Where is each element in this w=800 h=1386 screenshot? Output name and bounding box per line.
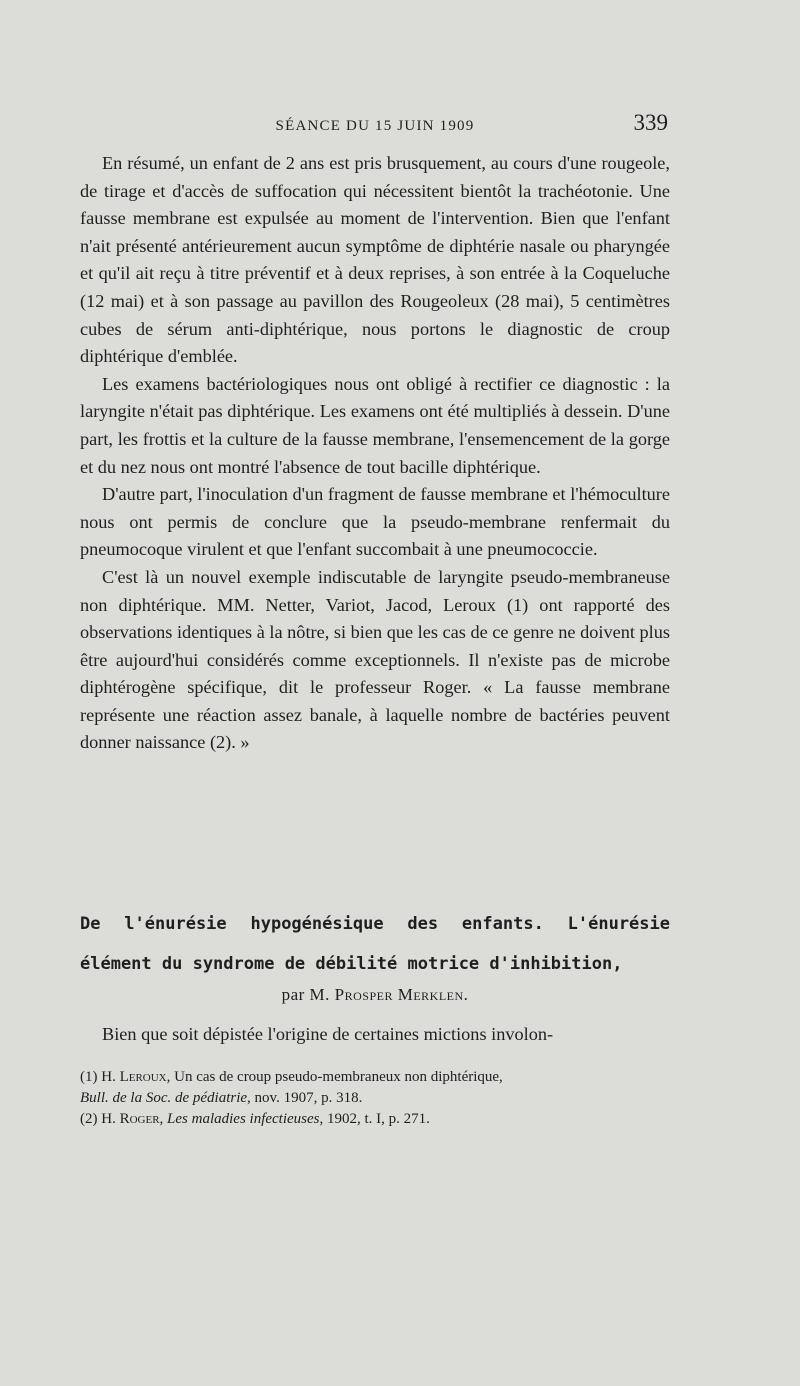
paragraph-summary: En résumé, un enfant de 2 ans est pris brusquement, au cours d'une rougeole, de tirage et d'accès de suffocation qui nécessitent bientôt la trachéotonie. Une fausse membrane est expulsée au moment de l'intervention. Bien que l'enfant n'ait présenté antérieurement aucun symptôme de diphtérie nasale ou pharyngée et qu'il ait reçu à titre préventif et à deux reprises, à son entrée à la Coqueluche (12 mai) et à son passage au pavillon des Rougeoleux (28 mai), 5 centimètres cubes de sérum anti-diphtérique, nous portons le diagnostic de croup diphtérique d'emblée. xyxy=(80,153,670,367)
section-title: De l'énurésie hypogénésique des enfants. L'énurésie élément du syndrome de débilité motrice d'inhibition, xyxy=(80,914,670,974)
footnote-2-marker: (2) H. xyxy=(80,1111,116,1127)
byline-author: Prosper Merklen. xyxy=(334,985,469,1004)
body-text xyxy=(80,150,670,757)
footnote-1-line-1 xyxy=(80,1067,670,1088)
footnote-1-marker: (1) H. xyxy=(80,1069,116,1085)
paragraph-enuresis-start: Bien que soit dépistée l'origine de certaines mictions involon- xyxy=(102,1024,554,1044)
footnote-2-ref: , 1902, t. I, p. 271. xyxy=(319,1111,430,1127)
footnote-2-author: Roger xyxy=(119,1111,160,1127)
footnote-2: (2) H. Roger, Les maladies infectieuses, 1902, t. I, p. 271. xyxy=(80,1111,430,1127)
footnote-1-author: Leroux xyxy=(119,1069,167,1085)
paragraph-bacteriology: Les examens bactériologiques nous ont obligé à rectifier ce diagnostic : la laryngite n'était pas diphtérique. Les examens ont été multipliés à dessein. D'une part, les frottis et la culture de la fausse membrane, l'ensemencement de la gorge et du nez nous ont montré l'absence de tout bacille diphtérique. xyxy=(80,373,670,477)
footnote-1-line-2 xyxy=(80,1088,670,1109)
page-number: 339 xyxy=(633,110,668,135)
footnote-1-text: , Un cas de croup pseudo-membraneux non diphtérique, xyxy=(166,1069,503,1085)
page-header xyxy=(80,110,670,146)
footnote-2-title: Les maladies infectieuses xyxy=(167,1111,320,1127)
footnotes xyxy=(80,1067,670,1130)
byline-prefix: par M. xyxy=(281,985,330,1004)
byline xyxy=(80,985,670,1005)
running-head: SÉANCE DU 15 JUIN 1909 xyxy=(275,118,475,134)
paragraph-inoculation: D'autre part, l'inoculation d'un fragment de fausse membrane et l'hémoculture nous ont permis de conclure que la pseudo-membrane renfermait du pneumocoque virulent et que l'enfant succombait à une pneumococcie. xyxy=(80,484,670,560)
footnote-1-journal: Bull. de la Soc. de pédiatrie xyxy=(80,1090,248,1106)
paragraph-conclusion: C'est là un nouvel exemple indiscutable de laryngite pseudo-membraneuse non diphtérique. MM. Netter, Variot, Jacod, Leroux (1) ont rapporté des observations identiques à la nôtre, si bien que les cas de ce genre ne doivent plus être aujourd'hui considérés comme exceptionnels. Il n'existe pas de microbe diphtérogène spécifique, dit le professeur Roger. « La fausse membrane représente une réaction assez banale, à laquelle nombre de bactéries peuvent donner naissance (2). » xyxy=(80,566,670,753)
footnote-1-ref: , nov. 1907, p. 318. xyxy=(247,1090,363,1106)
